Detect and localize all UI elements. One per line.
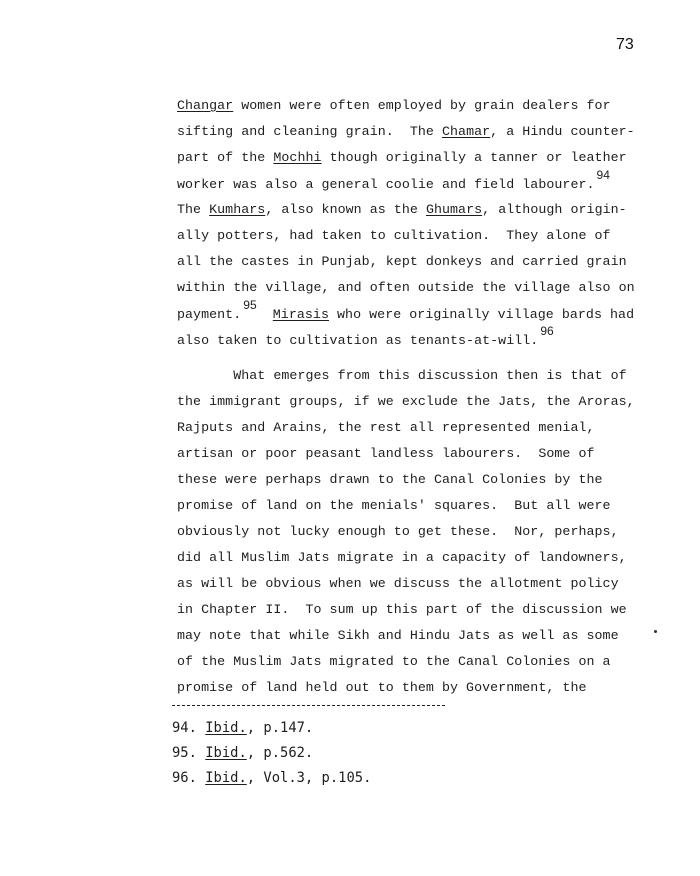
footnote-number: 95. [172,745,197,761]
footnote-ref: Ibid. [205,720,247,736]
text-line [177,168,610,193]
underlined-term: Kumhars [209,202,266,217]
footnote-96 [172,770,371,786]
line-text: , a Hindu counter- [490,124,635,139]
text-line [177,298,635,323]
footnote-marker: 94 [596,168,610,182]
footnote-text: , p.147. [246,720,314,736]
text-line: of the Muslim Jats migrated to the Canal Colonies on a [177,654,611,669]
line-text: also taken to cultivation as tenants-at-will. [177,333,539,348]
line-text: all the castes in Punjab, kept donkeys and carried grain [177,254,627,269]
text-line: What emerges from this discussion then is that of [177,368,627,383]
footnote-marker: 95 [243,298,257,312]
text-line [177,202,627,218]
line-text: ally potters, had taken to cultivation. They alone of [177,228,611,243]
text-line [177,150,627,166]
text-line: Rajputs and Arains, the rest all represented menial, [177,420,595,435]
text-line: obviously not lucky enough to get these. Nor, perhaps, [177,524,619,539]
line-text [257,307,273,322]
footnote-text: , p.562. [246,745,314,761]
text-line [177,324,554,349]
underlined-term: Chamar [441,124,491,139]
text-line [177,124,635,140]
footnote-marker: 96 [540,324,554,338]
footnote-94 [172,720,313,736]
underlined-term: Mirasis [272,307,329,322]
footnote-ref: Ibid. [205,770,247,786]
line-text: , also known as the [265,202,426,217]
line-text: though originally a tanner or leather [321,150,627,165]
underlined-term: Ghumars [425,202,483,217]
scan-speck [654,630,657,633]
text-line [177,254,627,270]
text-line: these were perhaps drawn to the Canal Colonies by the [177,472,603,487]
text-line [177,98,611,114]
text-line [177,280,635,296]
text-line: artisan or poor peasant landless labourers. Some of [177,446,595,461]
text-line: may note that while Sikh and Hindu Jats as well as some [177,628,619,643]
text-line: did all Muslim Jats migrate in a capacity of landowners, [177,550,627,565]
line-text: within the village, and often outside the village also on [177,280,635,295]
text-line: promise of land held out to them by Government, the [177,680,587,695]
page-number: 73 [616,36,634,53]
text-line: promise of land on the menials' squares. But all were [177,498,611,513]
line-text: part of the [177,150,274,165]
line-text: sifting and cleaning grain. The [177,124,442,139]
text-line [177,228,611,244]
line-text: The [177,202,210,217]
line-text: worker was also a general coolie and field labourer. [177,177,595,192]
footnote-separator [172,705,445,706]
text-line: in Chapter II. To sum up this part of the discussion we [177,602,627,617]
footnote-95 [172,745,313,761]
footnote-number: 94. [172,720,197,736]
underlined-term: Changar [177,98,234,113]
line-text: payment. [177,307,242,322]
footnote-ref: Ibid. [205,745,247,761]
line-text: who were originally village bards had [328,307,635,322]
footnote-number: 96. [172,770,197,786]
text-line: as will be obvious when we discuss the allotment policy [177,576,619,591]
footnote-text: , Vol.3, p.105. [246,770,372,786]
line-text: , although origin- [482,202,627,217]
underlined-term: Mochhi [273,150,322,165]
text-line: the immigrant groups, if we exclude the Jats, the Aroras, [177,394,635,409]
line-text: women were often employed by grain dealers for [233,98,611,113]
